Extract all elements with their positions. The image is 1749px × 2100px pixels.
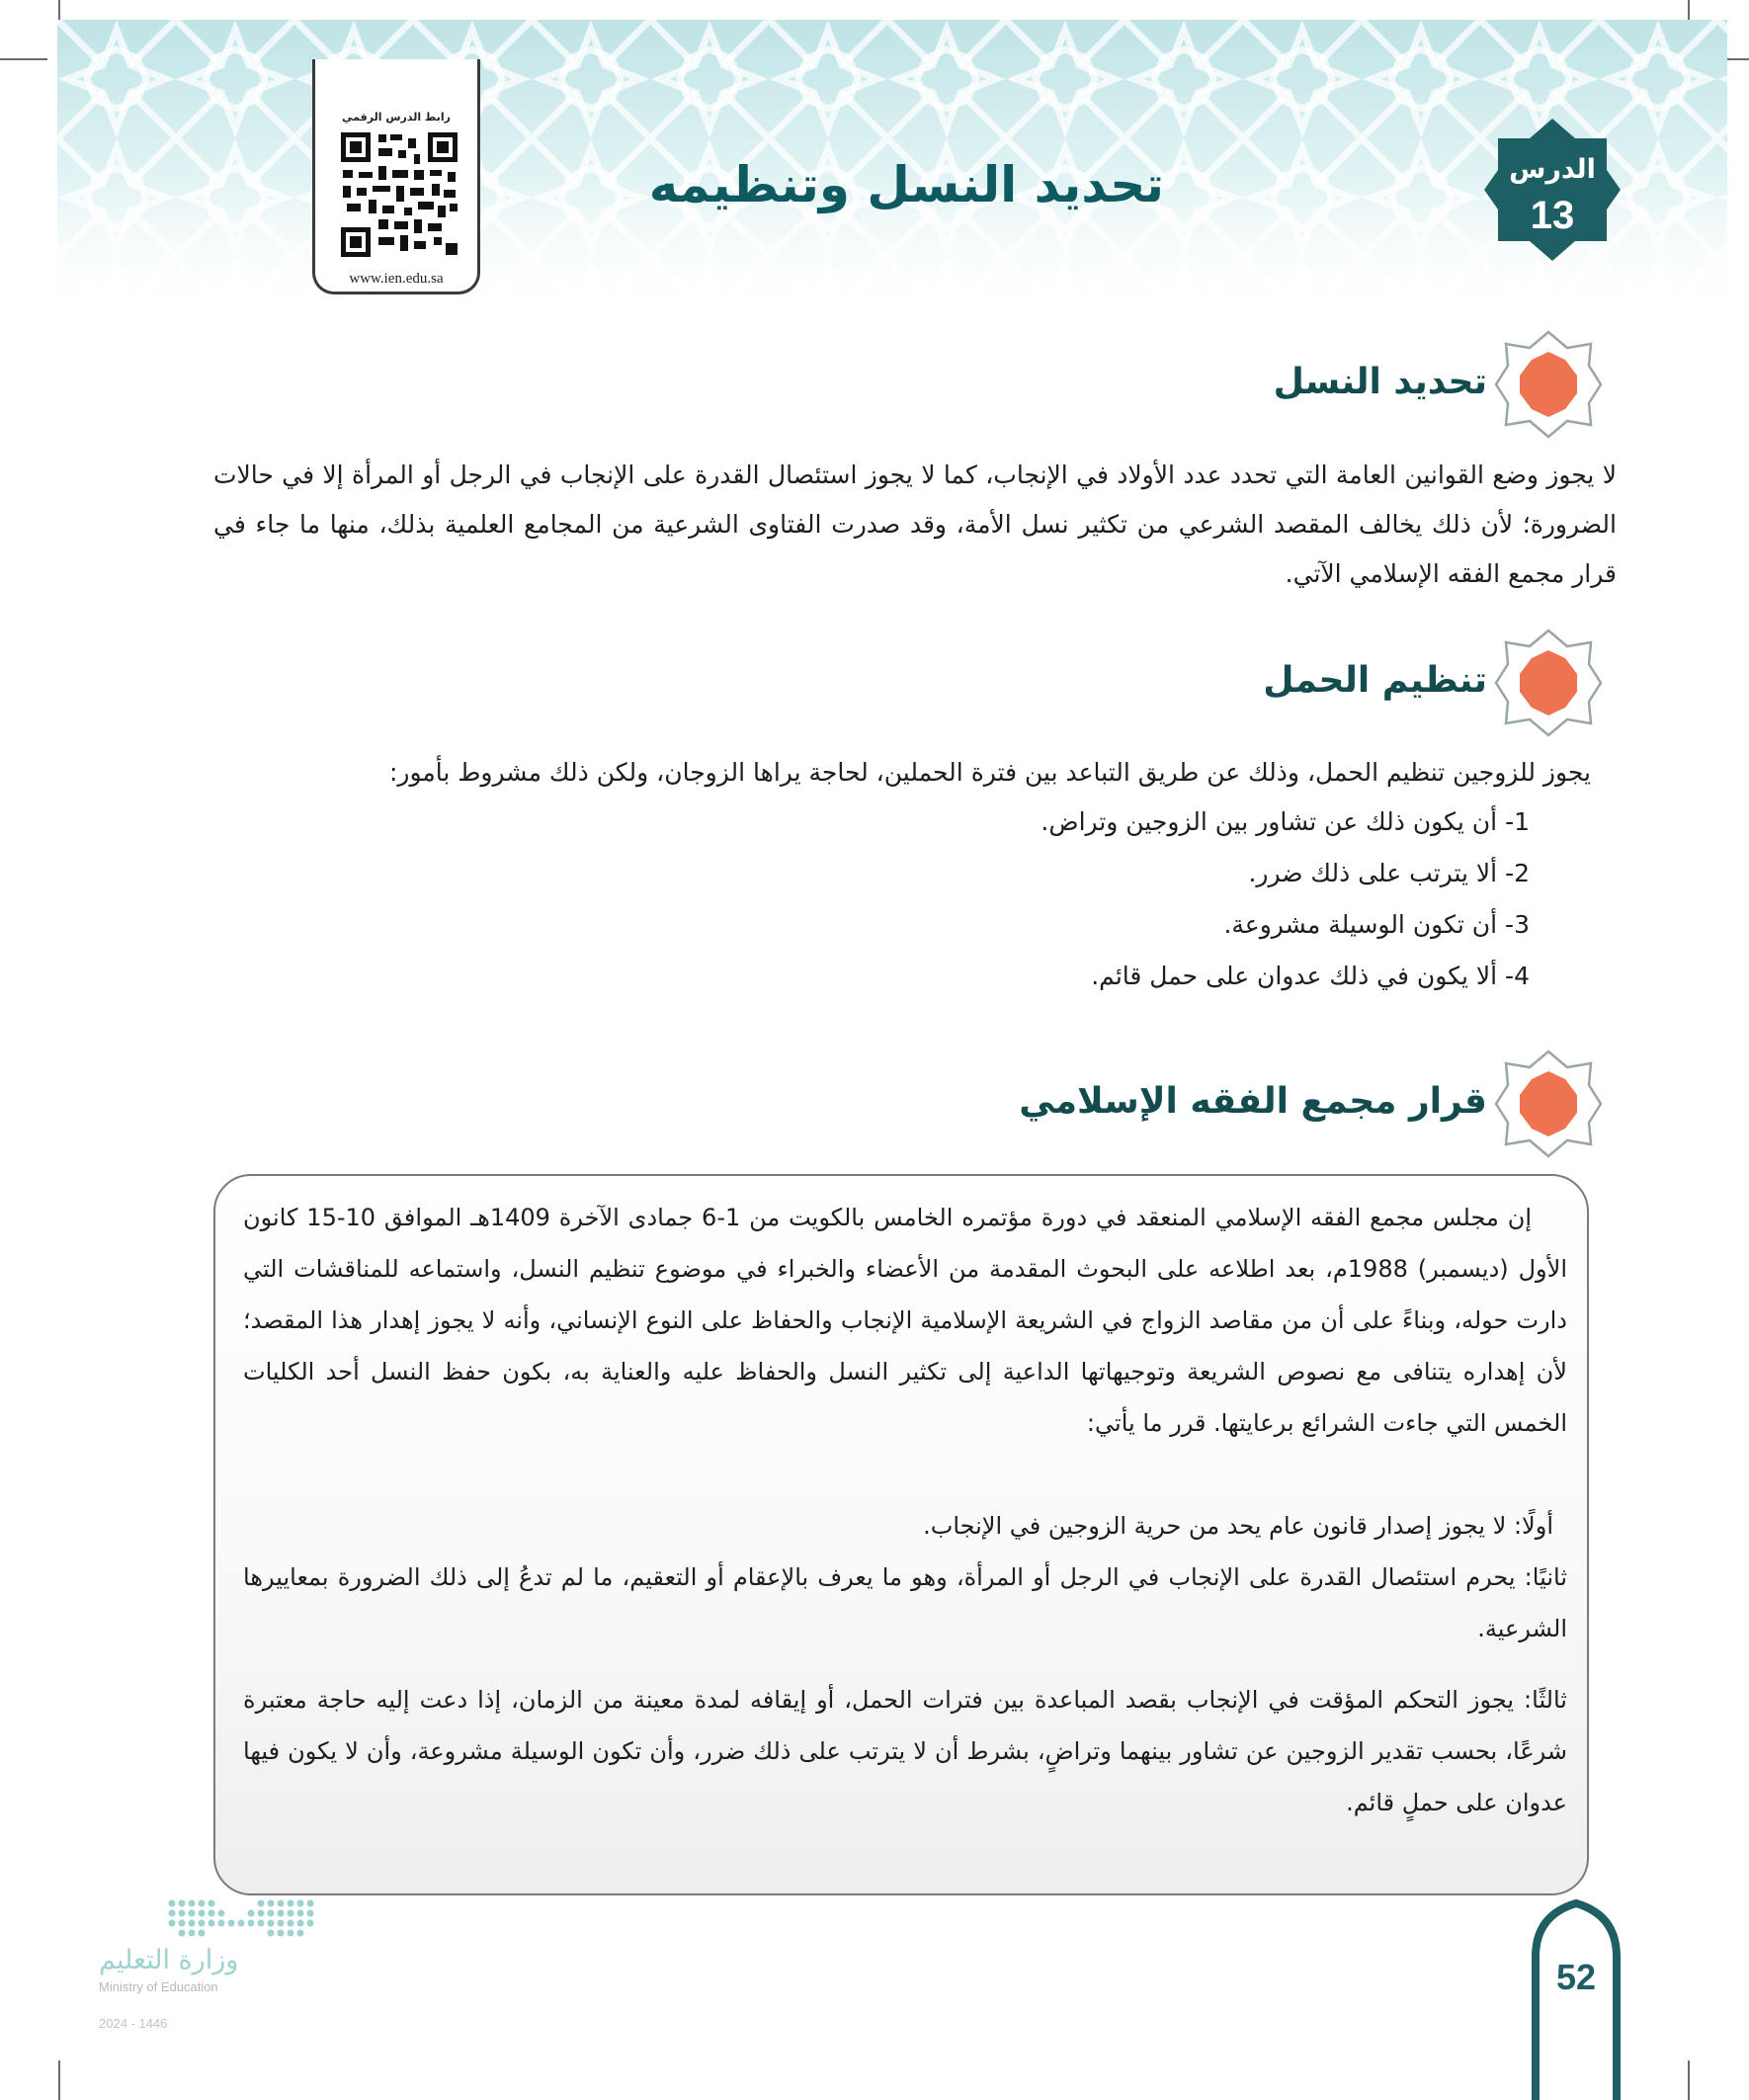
qr-code-card[interactable] bbox=[312, 59, 480, 294]
decision-preamble: إن مجلس مجمع الفقه الإسلامي المنعقد في دورة مؤتمره الخامس بالكويت من 1-6 جمادى الآخرة 1409هـ الموافق 10-15 كانون الأول (ديسمبر) 1988م، بعد اطلاعه على البحوث المقدمة من الأعضاء والخبراء في موضوع تنظيم النسل، واستماعه للمناقشات التي دارت حوله، وبناءً على أن من مقاصد الزواج في الشريعة الإسلامية الإنجاب والحفاظ على النوع الإنساني، وأنه لا يجوز إهدار هذا المقصد؛ لأن إهداره يتنافى مع نصوص الشريعة وتوجيهاتها الداعية إلى تكثير النسل والحفاظ عليه والعناية به، بكون حفظ النسل أحد الكليات الخمس التي جاءت الشرائع برعايتها. قرر ما يأتي: bbox=[243, 1204, 1567, 1437]
section-heading-birth-limitation: تحديد النسل bbox=[1273, 362, 1487, 402]
lesson-badge-shape-icon bbox=[1482, 117, 1623, 263]
crop-mark-top-left-h bbox=[0, 58, 47, 60]
section-heading-fiqh-council-decision: قرار مجمع الفقه الإسلامي bbox=[1019, 1081, 1487, 1122]
condition-item: 2- ألا يترتب على ذلك ضرر. bbox=[1248, 859, 1530, 887]
section-octagon-icon bbox=[1494, 330, 1603, 439]
crop-mark-bottom-left-v bbox=[58, 2060, 60, 2100]
lesson-badge bbox=[1482, 117, 1623, 263]
lesson-number: 13 bbox=[1530, 194, 1575, 237]
decision-first: أولًا: لا يجوز إصدار قانون عام يحد من حرية الزوجين في الإنجاب. bbox=[923, 1512, 1553, 1540]
ministry-name-english: Ministry of Education bbox=[99, 1979, 218, 1994]
qr-url[interactable]: www.ien.edu.sa bbox=[349, 271, 444, 287]
decision-third: ثالثًا: يجوز التحكم المؤقت في الإنجاب بقصد المباعدة بين فترات الحمل، أو إيقافه لمدة معينة من الزمان، إذا دعت إليه حاجة معتبرة شرعًا، بحسب تقدير الزوجين عن تشاور بينهما وتراضٍ، بشرط أن لا يترتب على ذلك ضرر، وأن تكون الوسيلة مشروعة، وأن لا يكون فيها عدوان على حملٍ قائم. bbox=[243, 1686, 1567, 1816]
section-octagon-icon bbox=[1494, 629, 1603, 737]
crop-mark-top-left-v bbox=[58, 0, 60, 20]
ministry-logo-dots-icon bbox=[166, 1897, 324, 1943]
page-number-tab-icon bbox=[1530, 1897, 1623, 2100]
page-number: 52 bbox=[1555, 1957, 1597, 1997]
qr-code-icon[interactable] bbox=[339, 130, 459, 259]
crop-mark-top-right-v bbox=[1688, 0, 1690, 20]
section-octagon-icon bbox=[1494, 1050, 1603, 1158]
section1-paragraph: لا يجوز وضع القوانين العامة التي تحدد عدد الأولاد في الإنجاب، كما لا يجوز استئصال القدرة على الإنجاب في الرجل أو المرأة إلا في حالات الضرورة؛ لأن ذلك يخالف المقصد الشرعي من تكثير نسل الأمة، وقد صدرت الفتاوى الشرعية من المجامع العلمية بذلك، منها ما جاء في قرار مجمع الفقه الإسلامي الآتي. bbox=[213, 461, 1617, 588]
section-heading-pregnancy-planning: تنظيم الحمل bbox=[1263, 660, 1487, 701]
condition-item: 3- أن تكون الوسيلة مشروعة. bbox=[1223, 910, 1530, 939]
decision-second: ثانيًا: يحرم استئصال القدرة على الإنجاب في الرجل أو المرأة، وهو ما يعرف بالإعقام أو التعقيم، ما لم تدعُ إلى ذلك الضرورة بمعاييرها الشرعية. bbox=[243, 1563, 1567, 1642]
ministry-name-arabic: وزارة التعليم bbox=[99, 1945, 239, 1975]
condition-item: 4- ألا يكون في ذلك عدوان على حمل قائم. bbox=[1091, 962, 1530, 990]
condition-item: 1- أن يكون ذلك عن تشاور بين الزوجين وتراض. bbox=[1041, 807, 1530, 836]
qr-label: رابط الدرس الرقمي bbox=[342, 111, 451, 124]
section2-intro: يجوز للزوجين تنظيم الحمل، وذلك عن طريق التباعد بين فترة الحملين، لحاجة يراها الزوجان، ولكن ذلك مشروط بأمور: bbox=[388, 758, 1591, 787]
crop-mark-bottom-right-v bbox=[1688, 2060, 1690, 2100]
lesson-label: الدرس bbox=[1509, 154, 1596, 185]
page-title: تحديد النسل وتنظيمه bbox=[648, 156, 1164, 213]
edition-year: 2024 - 1446 bbox=[99, 2016, 168, 2031]
